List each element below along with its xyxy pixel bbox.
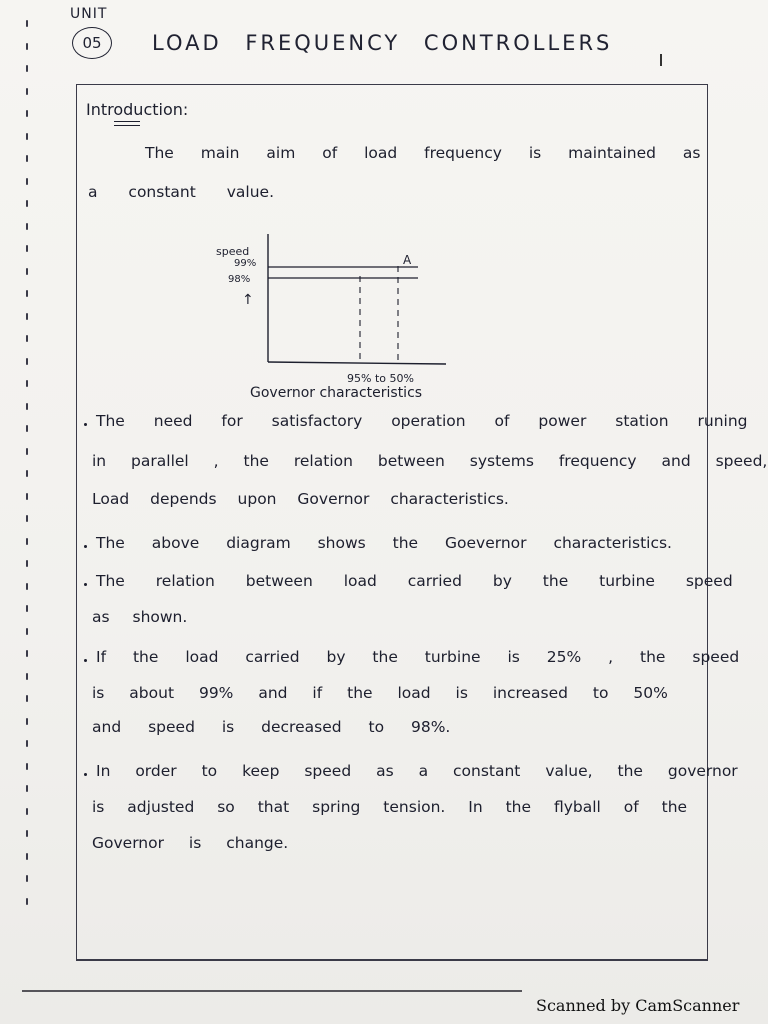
intro-line-1: The main aim of load frequency is maintained as bbox=[145, 144, 701, 162]
bullet-line: in parallel , the relation between systems frequency and speed, bbox=[92, 452, 768, 470]
bullet-line: as shown. bbox=[92, 608, 188, 626]
content-frame bbox=[76, 84, 708, 961]
margin-tick bbox=[26, 268, 28, 275]
margin-tick bbox=[26, 695, 28, 702]
page-title: LOAD FREQUENCY CONTROLLERS bbox=[152, 31, 613, 55]
footer-rule bbox=[22, 990, 522, 992]
margin-tick bbox=[26, 110, 28, 117]
margin-tick bbox=[26, 65, 28, 72]
section-heading: Introduction: bbox=[86, 100, 189, 119]
bullet-line: is about 99% and if the load is increased to 50% bbox=[92, 684, 668, 702]
margin-tick bbox=[26, 88, 28, 95]
margin-tick bbox=[26, 785, 28, 792]
bullet-dot bbox=[84, 773, 87, 776]
bullet-line: The need for satisfactory operation of power station runing bbox=[96, 412, 748, 430]
intro-line-2: a constant value. bbox=[88, 183, 274, 201]
bullet-line: In order to keep speed as a constant value, the governor bbox=[96, 762, 738, 780]
bullet-line: and speed is decreased to 98%. bbox=[92, 718, 451, 736]
margin-tick bbox=[26, 358, 28, 365]
margin-tick bbox=[26, 403, 28, 410]
margin-tick bbox=[26, 448, 28, 455]
pen-mark bbox=[660, 54, 662, 66]
margin-tick bbox=[26, 290, 28, 297]
margin-tick bbox=[26, 560, 28, 567]
margin-tick bbox=[26, 830, 28, 837]
bullet-line: The above diagram shows the Goevernor characteristics. bbox=[96, 534, 672, 552]
margin-tick bbox=[26, 20, 28, 27]
margin-tick bbox=[26, 763, 28, 770]
diagram-y-label: speed bbox=[216, 245, 250, 258]
margin-tick bbox=[26, 245, 28, 252]
margin-tick bbox=[26, 650, 28, 657]
margin-tick bbox=[26, 853, 28, 860]
margin-tick bbox=[26, 583, 28, 590]
diagram-caption: Governor characteristics bbox=[250, 385, 423, 401]
margin-tick bbox=[26, 875, 28, 882]
diagram-point-label: A bbox=[403, 253, 412, 267]
scanner-watermark: Scanned by CamScanner bbox=[536, 996, 740, 1015]
diagram-x-label: 95% to 50% bbox=[347, 372, 414, 385]
bullet-dot bbox=[84, 423, 87, 426]
margin-tick bbox=[26, 628, 28, 635]
bullet-line: If the load carried by the turbine is 25% , the speed bbox=[96, 648, 740, 666]
margin-tick bbox=[26, 470, 28, 477]
margin-tick bbox=[26, 515, 28, 522]
diagram-x-axis bbox=[268, 362, 446, 364]
diagram-tick-99: 99% bbox=[234, 258, 257, 269]
margin-tick bbox=[26, 178, 28, 185]
diagram-tick-98: 98% bbox=[228, 274, 251, 285]
bullet-dot bbox=[84, 583, 87, 586]
bullet-dot bbox=[84, 545, 87, 548]
margin-tick bbox=[26, 223, 28, 230]
margin-tick bbox=[26, 380, 28, 387]
margin-tick bbox=[26, 493, 28, 500]
margin-tick bbox=[26, 538, 28, 545]
bullet-dot bbox=[84, 659, 87, 662]
diagram-up-arrow: ↑ bbox=[242, 292, 254, 308]
margin-tick bbox=[26, 898, 28, 905]
margin-tick bbox=[26, 43, 28, 50]
unit-label: UNIT bbox=[70, 6, 108, 22]
margin-tick bbox=[26, 155, 28, 162]
margin-tick bbox=[26, 673, 28, 680]
margin-tick bbox=[26, 718, 28, 725]
margin-tick bbox=[26, 808, 28, 815]
bullet-line: Load depends upon Governor characteristics. bbox=[92, 490, 509, 508]
governor-characteristics-diagram bbox=[200, 230, 460, 410]
bullet-line: Governor is change. bbox=[92, 834, 289, 852]
margin-tick bbox=[26, 740, 28, 747]
margin-tick bbox=[26, 605, 28, 612]
margin-tick bbox=[26, 425, 28, 432]
margin-tick bbox=[26, 313, 28, 320]
unit-number-badge: 05 bbox=[72, 27, 112, 59]
margin-tick bbox=[26, 335, 28, 342]
margin-tick bbox=[26, 133, 28, 140]
margin-tick bbox=[26, 200, 28, 207]
bullet-line: The relation between load carried by the turbine speed bbox=[96, 572, 733, 590]
heading-double-underline bbox=[114, 121, 140, 127]
bullet-line: is adjusted so that spring tension. In the flyball of the bbox=[92, 798, 688, 816]
margin-ticks bbox=[26, 20, 30, 920]
